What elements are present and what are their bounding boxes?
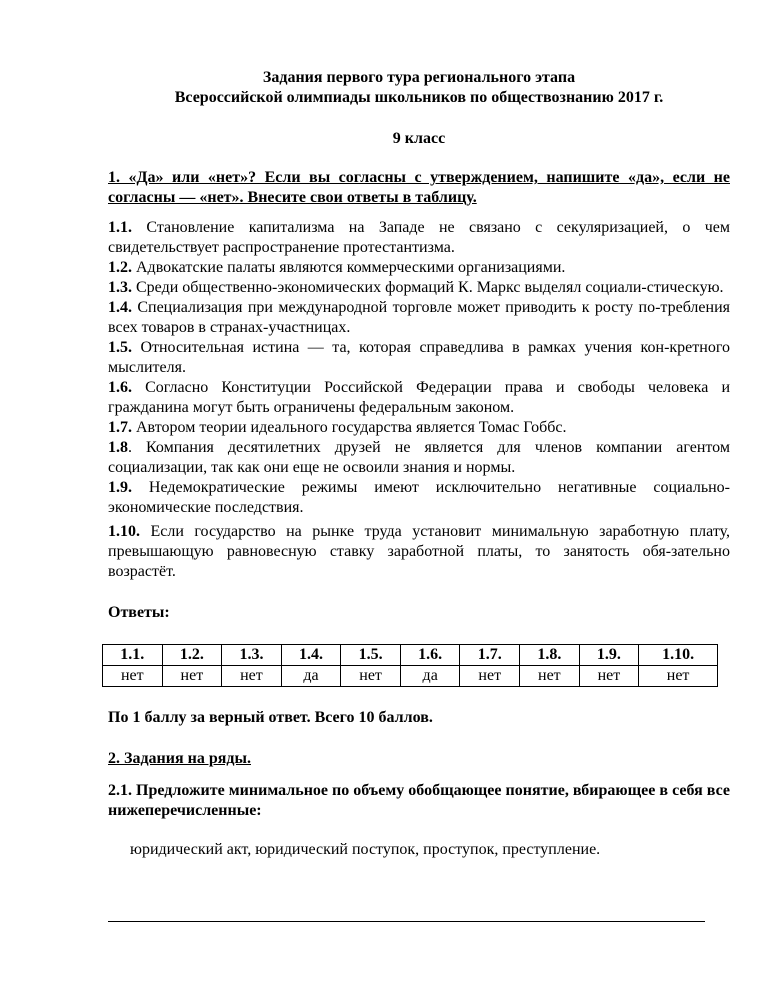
answers-header-row (103, 645, 718, 666)
question-number: 1.9. (108, 479, 132, 496)
header-line-1: Задания первого тура регионального этапа (262, 69, 576, 86)
question-text: Автором теории идеального государства является Томас Гоббс. (132, 419, 567, 436)
answer-value-cell: нет (639, 666, 718, 687)
question-item (108, 218, 730, 258)
answer-header-cell: 1.8. (520, 645, 580, 666)
answer-value-cell: нет (579, 666, 639, 687)
answers-table (102, 644, 718, 687)
grade-label: 9 класс (392, 130, 446, 147)
answer-header-cell: 1.3. (222, 645, 282, 666)
question-item (108, 418, 730, 438)
answer-header-cell: 1.10. (639, 645, 718, 666)
question-number: 1.2. (108, 259, 132, 276)
question-item (108, 378, 730, 418)
answer-header-cell: 1.4. (281, 645, 341, 666)
answer-header-cell: 1.1. (103, 645, 163, 666)
answer-value-cell: нет (222, 666, 282, 687)
answer-value-cell: нет (341, 666, 401, 687)
task2-1-title: 2.1. Предложите минимальное по объему обобщающее понятие, вбирающее в себя все нижеперечисленные: (108, 782, 730, 819)
answer-header-cell: 1.9. (579, 645, 639, 666)
answer-value-cell: нет (162, 666, 222, 687)
answer-value-cell: нет (103, 666, 163, 687)
answer-header-cell: 1.7. (460, 645, 520, 666)
question-item (108, 338, 730, 378)
header-line-2: Всероссийской олимпиады школьников по обществознанию 2017 г. (174, 89, 664, 106)
answer-value-cell: да (281, 666, 341, 687)
question-number: 1.10. (108, 523, 140, 540)
question-text: Специализация при международной торговле может приводить к росту по-требления всех товаров в странах-участницах. (108, 299, 730, 336)
question-item (108, 478, 730, 518)
question-text: Становление капитализма на Западе не связано с секуляризацией, о чем свидетельствует распространение протестантизма. (108, 219, 730, 256)
question-number: 1.1. (108, 219, 132, 236)
question-text: Адвокатские палаты являются коммерческими организациями. (132, 259, 566, 276)
task1-question-list (108, 218, 730, 582)
question-text: Недемократические режимы имеют исключительно негативные социально-экономические последствия. (108, 479, 730, 516)
answer-header-cell: 1.2. (162, 645, 222, 666)
question-text: Относительная истина — та, которая справедлива в рамках учения кон-кретного мыслителя. (108, 339, 730, 376)
question-number: 1.7. (108, 419, 132, 436)
question-text: Если государство на рынке труда установит минимальную заработную плату, превышающую равновесную ставку заработной платы, то занятость обя-зательно возрастёт. (108, 523, 730, 580)
answer-value-cell: да (400, 666, 460, 687)
question-number: 1.5. (108, 339, 132, 356)
answer-value-cell: нет (460, 666, 520, 687)
answers-label: Ответы: (108, 604, 170, 621)
task1-title: 1. «Да» или «нет»? Если вы согласны с утверждением, напишите «да», если не согласны — «нет». Внесите свои ответы в таблицу. (108, 169, 730, 206)
document-page (108, 68, 730, 859)
question-text: Согласно Конституции Российской Федерации права и свободы человека и гражданина могут быть ограничены федеральным законом. (108, 379, 730, 416)
question-item (108, 522, 730, 582)
answer-value-cell: нет (520, 666, 580, 687)
answer-line[interactable] (108, 921, 705, 922)
task2-title: 2. Задания на ряды. (108, 750, 251, 767)
answers-value-row (103, 666, 718, 687)
question-number: 1.4. (108, 299, 132, 316)
question-item (108, 298, 730, 338)
answer-header-cell: 1.6. (400, 645, 460, 666)
question-item (108, 258, 730, 278)
question-text: . Компания десятилетних друзей не является для членов компании агентом социализации, так как они еще не освоили знания и нормы. (108, 439, 730, 476)
question-number: 1.6. (108, 379, 132, 396)
task2-1-series: юридический акт, юридический поступок, проступок, преступление. (130, 841, 601, 858)
question-item (108, 278, 730, 298)
score-note: По 1 баллу за верный ответ. Всего 10 баллов. (108, 709, 433, 726)
answer-header-cell: 1.5. (341, 645, 401, 666)
question-number: 1.3. (108, 279, 132, 296)
question-text: Среди общественно-экономических формаций К. Маркс выделял социали-стическую. (132, 279, 724, 296)
question-item (108, 438, 730, 478)
question-number: 1.8 (108, 439, 128, 456)
